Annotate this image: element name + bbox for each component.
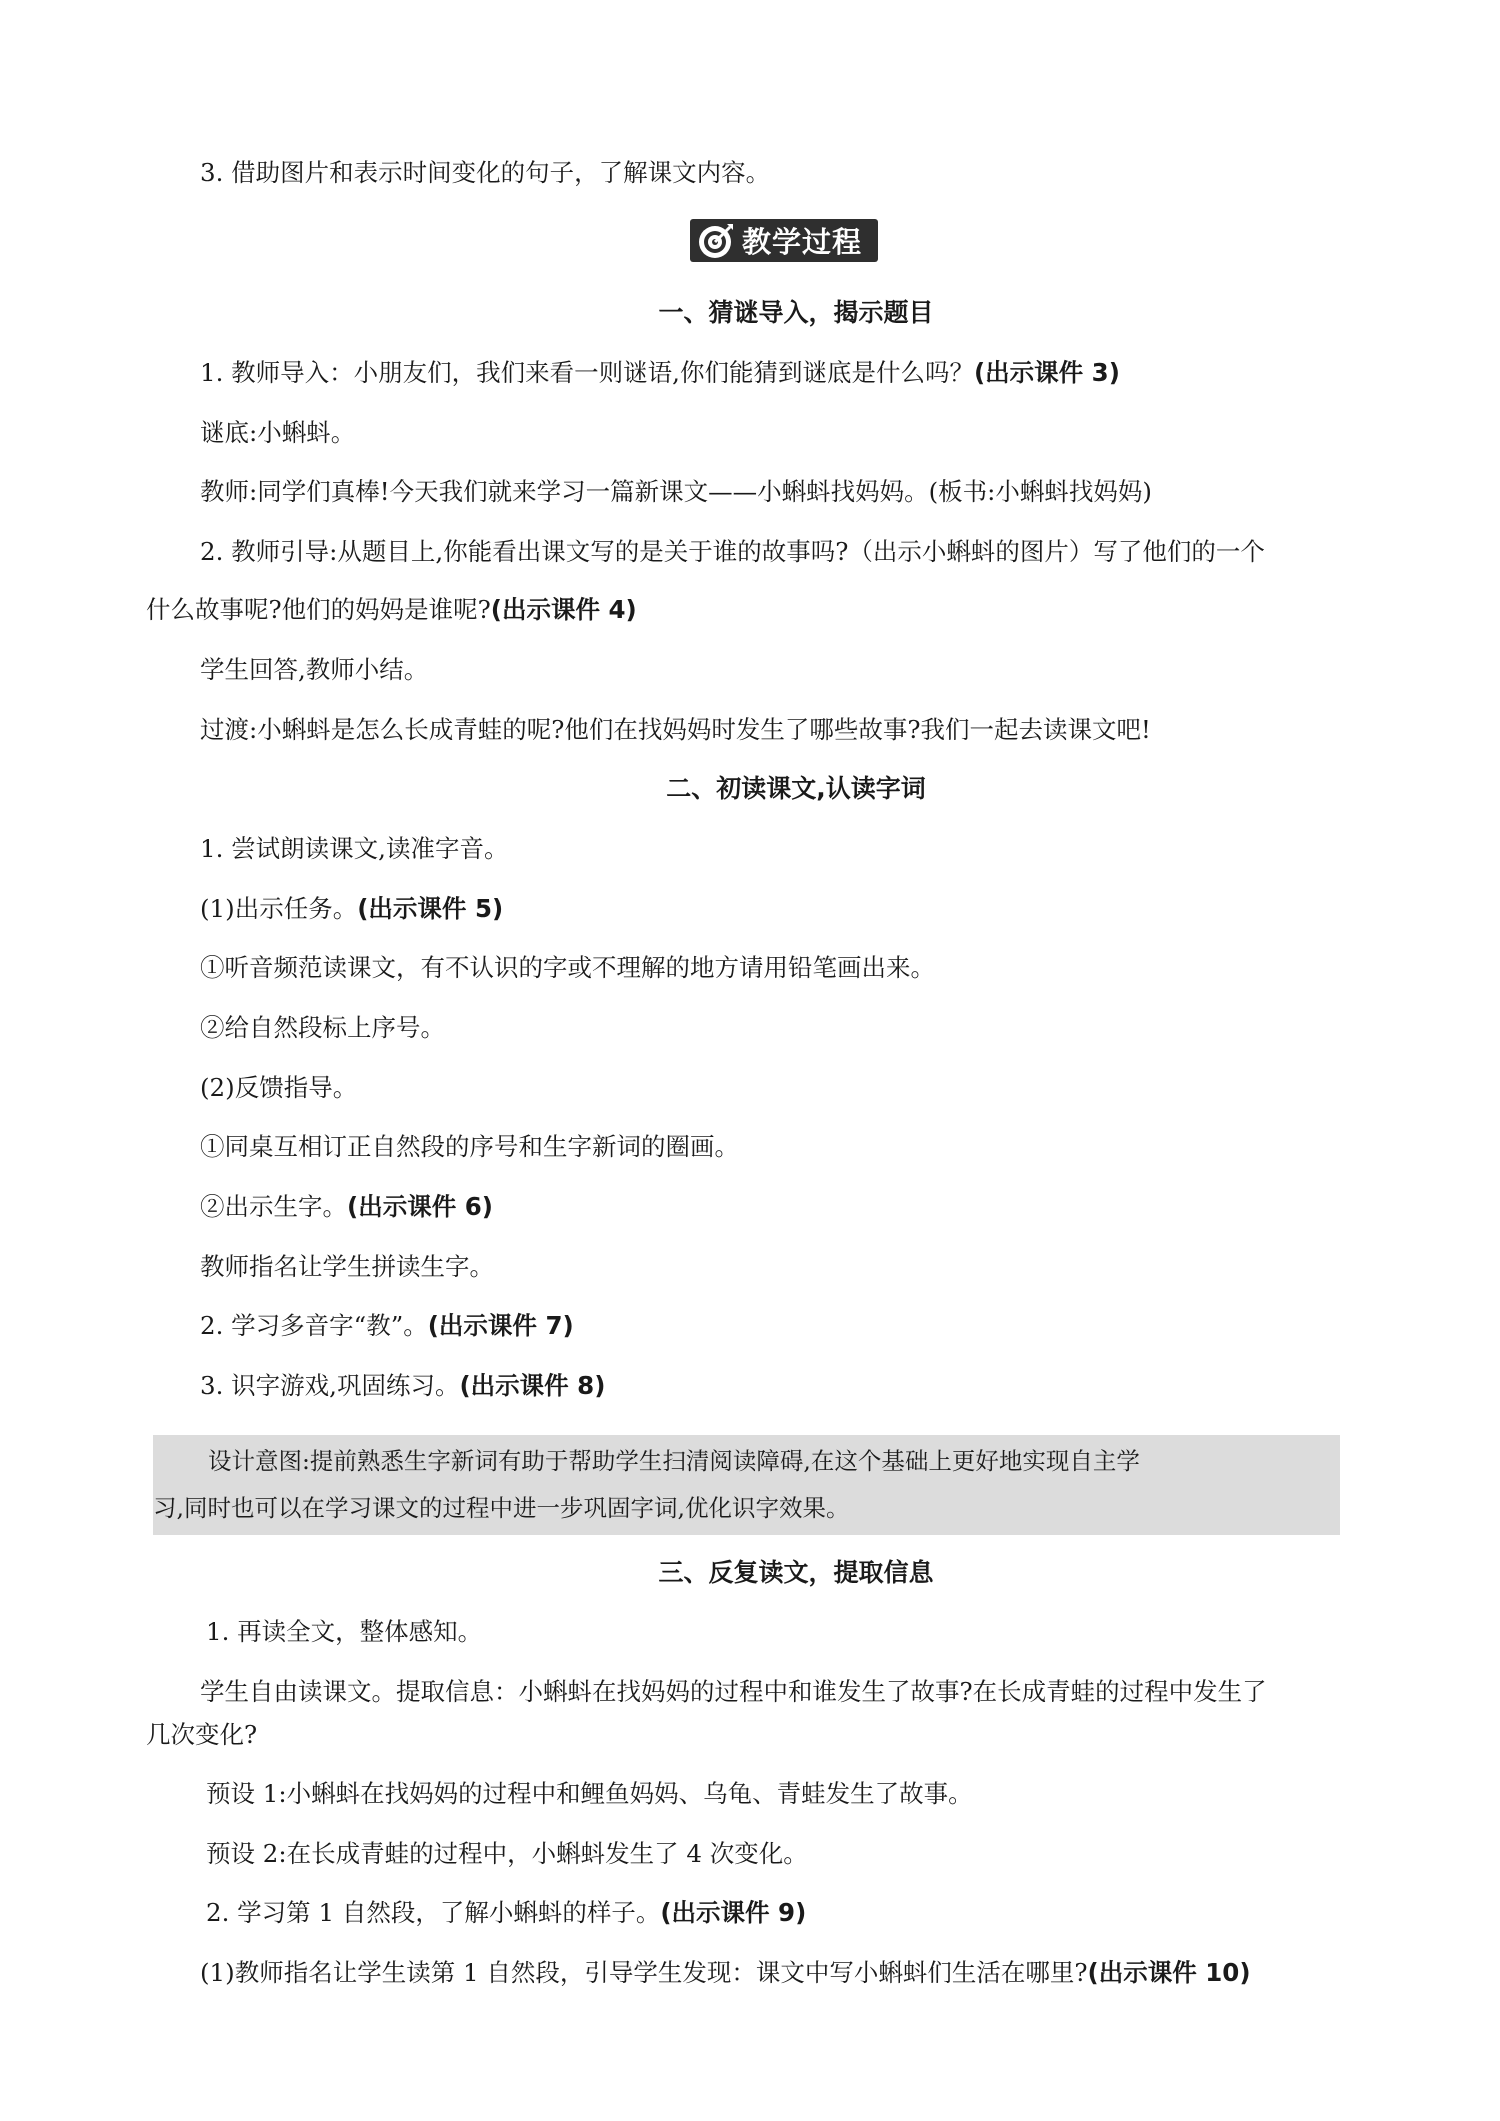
paragraph: 预设 1:小蝌蚪在找妈妈的过程中和鲤鱼妈妈、乌龟、青蛙发生了故事。 [206,1779,973,1808]
paragraph: 学生回答,教师小结。 [200,655,429,684]
section-heading-1: 一、猜谜导入，揭示题目 [658,298,934,327]
paragraph: 什么故事呢?他们的妈妈是谁呢?(出示课件 4) [146,595,637,624]
paragraph: 1. 尝试朗读课文,读准字音。 [200,834,509,863]
section-heading-2: 二、初读课文,认读字词 [666,774,926,803]
design-intent-line-2: 习,同时也可以在学习课文的过程中进一步巩固字词,优化识字效果。 [153,1494,850,1522]
paragraph: 3. 识字游戏,巩固练习。(出示课件 8) [200,1371,606,1400]
teaching-process-badge [690,219,878,262]
paragraph: ①同桌互相订正自然段的序号和生字新词的圈画。 [200,1132,739,1161]
paragraph: 学生自由读课文。提取信息：小蝌蚪在找妈妈的过程中和谁发生了故事?在长成青蛙的过程中发生了 [200,1677,1267,1706]
paragraph: 预设 2:在长成青蛙的过程中，小蝌蚪发生了 4 次变化。 [206,1839,808,1868]
badge-label: 教学过程 [742,225,863,259]
paragraph: (1)出示任务。(出示课件 5) [200,894,504,923]
paragraph: 2. 教师引导:从题目上,你能看出课文写的是关于谁的故事吗?（出示小蝌蚪的图片）写了他们的一个 [200,537,1265,566]
paragraph: 几次变化? [146,1720,258,1749]
paragraph: 教师:同学们真棒!今天我们就来学习一篇新课文——小蝌蚪找妈妈。(板书:小蝌蚪找妈妈) [200,477,1152,506]
design-intent-line-1: 设计意图:提前熟悉生字新词有助于帮助学生扫清阅读障碍,在这个基础上更好地实现自主学 [208,1447,1140,1475]
target-icon [694,220,736,262]
section-heading-3: 三、反复读文，提取信息 [658,1558,934,1587]
paragraph: ①听音频范读课文，有不认识的字或不理解的地方请用铅笔画出来。 [200,953,935,982]
paragraph: 谜底:小蝌蚪。 [200,418,356,447]
paragraph: (1)教师指名让学生读第 1 自然段，引导学生发现：课文中写小蝌蚪们生活在哪里?(出示课件 10) [200,1958,1251,1987]
paragraph: 1. 再读全文，整体感知。 [206,1617,483,1646]
paragraph: ②出示生字。(出示课件 6) [200,1192,493,1221]
paragraph: (2)反馈指导。 [200,1073,358,1102]
paragraph: 过渡:小蝌蚪是怎么长成青蛙的呢?他们在找妈妈时发生了哪些故事?我们一起去读课文吧! [200,715,1151,744]
objective-3: 3. 借助图片和表示时间变化的句子，了解课文内容。 [200,158,771,187]
paragraph: 1. 教师导入：小朋友们，我们来看一则谜语,你们能猜到谜底是什么吗？(出示课件 3) [200,358,1120,387]
paragraph: 教师指名让学生拼读生字。 [200,1252,494,1281]
paragraph: 2. 学习第 1 自然段，了解小蝌蚪的样子。(出示课件 9) [206,1898,807,1927]
paragraph: ②给自然段标上序号。 [200,1013,445,1042]
design-intent-box [153,1435,1340,1535]
paragraph: 2. 学习多音字“教”。(出示课件 7) [200,1311,574,1340]
